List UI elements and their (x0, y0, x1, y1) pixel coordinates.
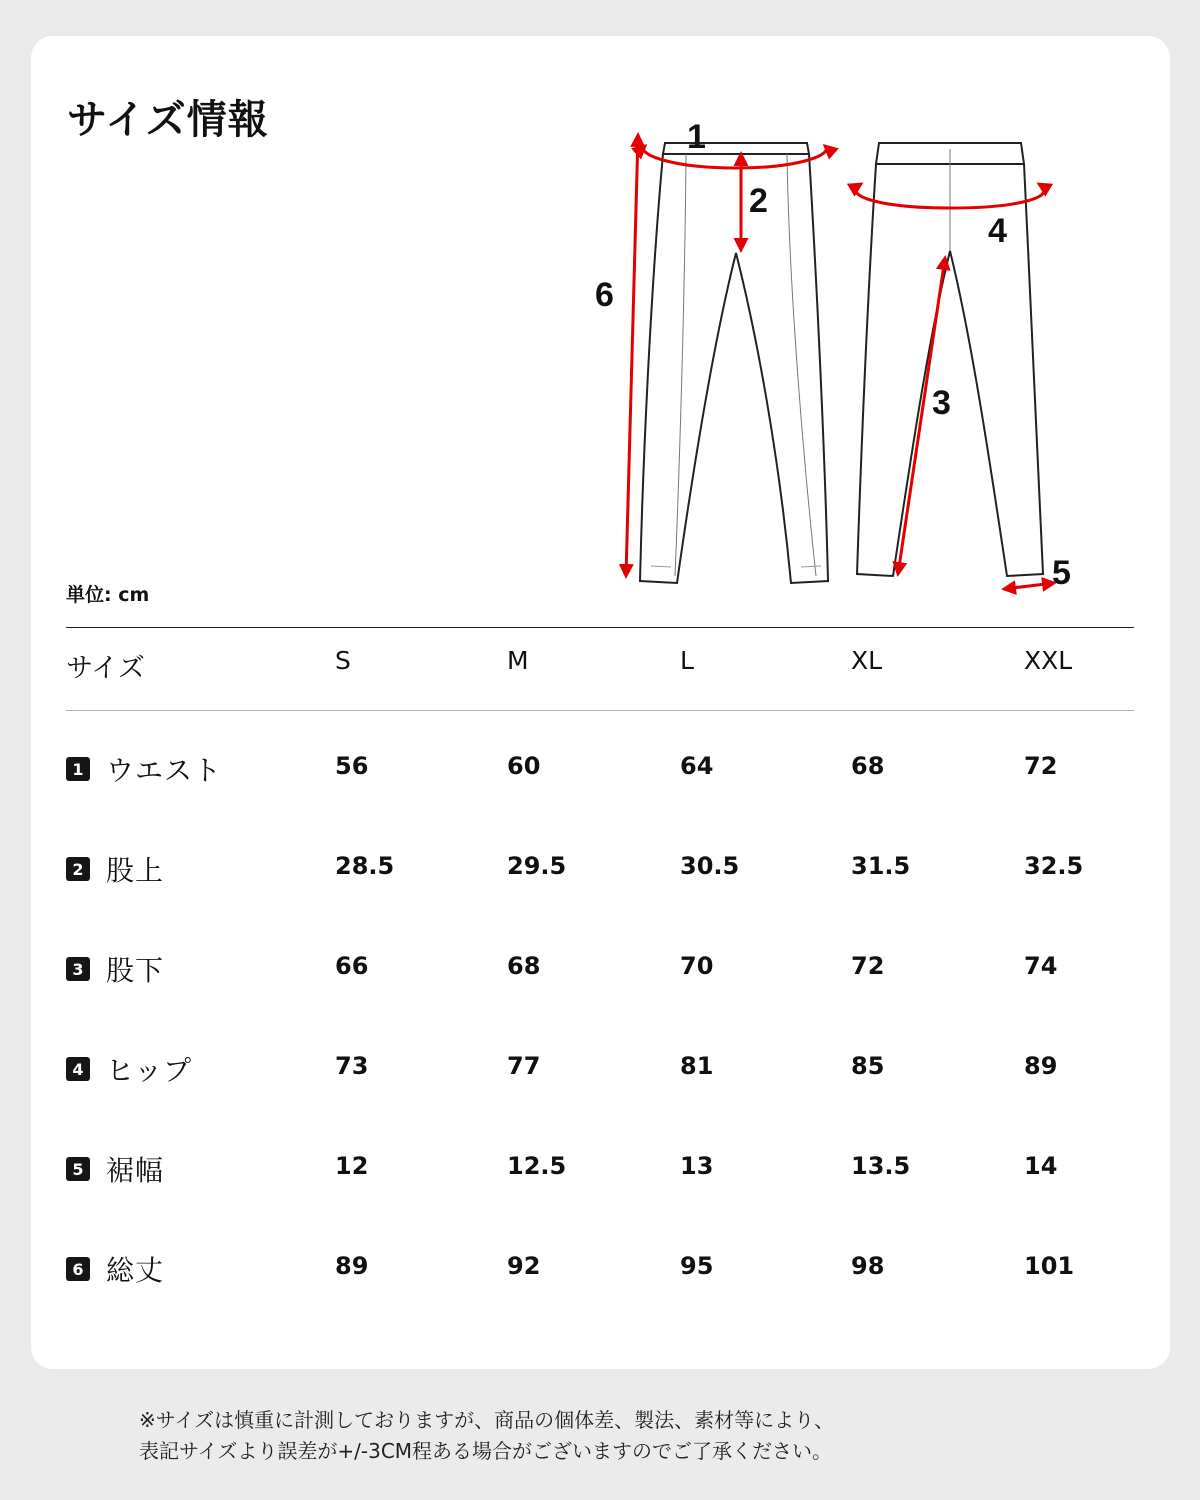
table-cell: 12 (335, 1152, 369, 1180)
marker-4: 4 (988, 212, 1007, 250)
table-cell: 30.5 (680, 852, 740, 880)
row-number-badge: 1 (66, 757, 90, 781)
row-label (66, 849, 164, 889)
table-cell: 56 (335, 752, 369, 780)
row-name: 股上 (106, 854, 165, 887)
header-m: M (507, 646, 529, 675)
measure-arrows (626, 135, 1054, 589)
table-cell: 77 (507, 1052, 541, 1080)
header-xxl: XXL (1024, 646, 1073, 675)
row-name: 裾幅 (106, 1154, 165, 1187)
table-cell: 66 (335, 952, 369, 980)
table-cell: 89 (335, 1252, 369, 1280)
header-s: S (335, 646, 351, 675)
note-line: 表記サイズより誤差が+/-3CM程ある場合がございますのでご了承ください。 (139, 1439, 833, 1463)
table-cell: 74 (1024, 952, 1058, 980)
table-cell: 73 (335, 1052, 369, 1080)
row-label (66, 749, 222, 789)
row-number-badge: 4 (66, 1057, 90, 1081)
table-cell: 89 (1024, 1052, 1058, 1080)
table-cell: 13 (680, 1152, 714, 1180)
table-cell: 85 (851, 1052, 885, 1080)
row-label (66, 1049, 192, 1089)
row-label (66, 1149, 164, 1189)
header-xl: XL (851, 646, 883, 675)
table-cell: 95 (680, 1252, 714, 1280)
row-number-badge: 6 (66, 1257, 90, 1281)
marker-5: 5 (1052, 554, 1071, 592)
row-label (66, 949, 164, 989)
marker-3: 3 (932, 384, 951, 422)
pants-diagram (31, 36, 1170, 596)
row-name: 股下 (106, 954, 165, 987)
table-cell: 81 (680, 1052, 714, 1080)
table-cell: 12.5 (507, 1152, 567, 1180)
table-cell: 64 (680, 752, 714, 780)
note-line: ※サイズは慎重に計測しておりますが、商品の個体差、製法、素材等により、 (139, 1408, 835, 1432)
marker-6: 6 (595, 276, 614, 314)
header-size: サイズ (66, 653, 145, 684)
table-cell: 70 (680, 952, 714, 980)
table-cell: 14 (1024, 1152, 1058, 1180)
size-info-card (31, 36, 1170, 1369)
row-label (66, 1249, 164, 1289)
table-cell: 13.5 (851, 1152, 911, 1180)
row-number-badge: 3 (66, 957, 90, 981)
header-l: L (680, 646, 694, 675)
table-cell: 68 (851, 752, 885, 780)
table-cell: 29.5 (507, 852, 567, 880)
row-name: 総丈 (106, 1254, 165, 1287)
table-cell: 68 (507, 952, 541, 980)
pants-front-outline (640, 143, 828, 583)
table-header-rule (66, 710, 1134, 711)
marker-2: 2 (749, 182, 768, 220)
table-cell: 98 (851, 1252, 885, 1280)
row-number-badge: 5 (66, 1157, 90, 1181)
table-cell: 28.5 (335, 852, 395, 880)
row-name: ウエスト (106, 754, 223, 787)
table-cell: 92 (507, 1252, 541, 1280)
table-cell: 72 (851, 952, 885, 980)
disclaimer-note (139, 1405, 834, 1467)
table-cell: 31.5 (851, 852, 911, 880)
table-cell: 32.5 (1024, 852, 1084, 880)
table-cell: 101 (1024, 1252, 1075, 1280)
page-title: サイズ情報 (67, 97, 269, 143)
table-cell: 72 (1024, 752, 1058, 780)
table-cell: 60 (507, 752, 541, 780)
row-number-badge: 2 (66, 857, 90, 881)
row-name: ヒップ (106, 1054, 193, 1087)
unit-label: 単位: cm (66, 584, 150, 606)
table-top-rule (66, 627, 1134, 628)
marker-1: 1 (687, 118, 706, 156)
